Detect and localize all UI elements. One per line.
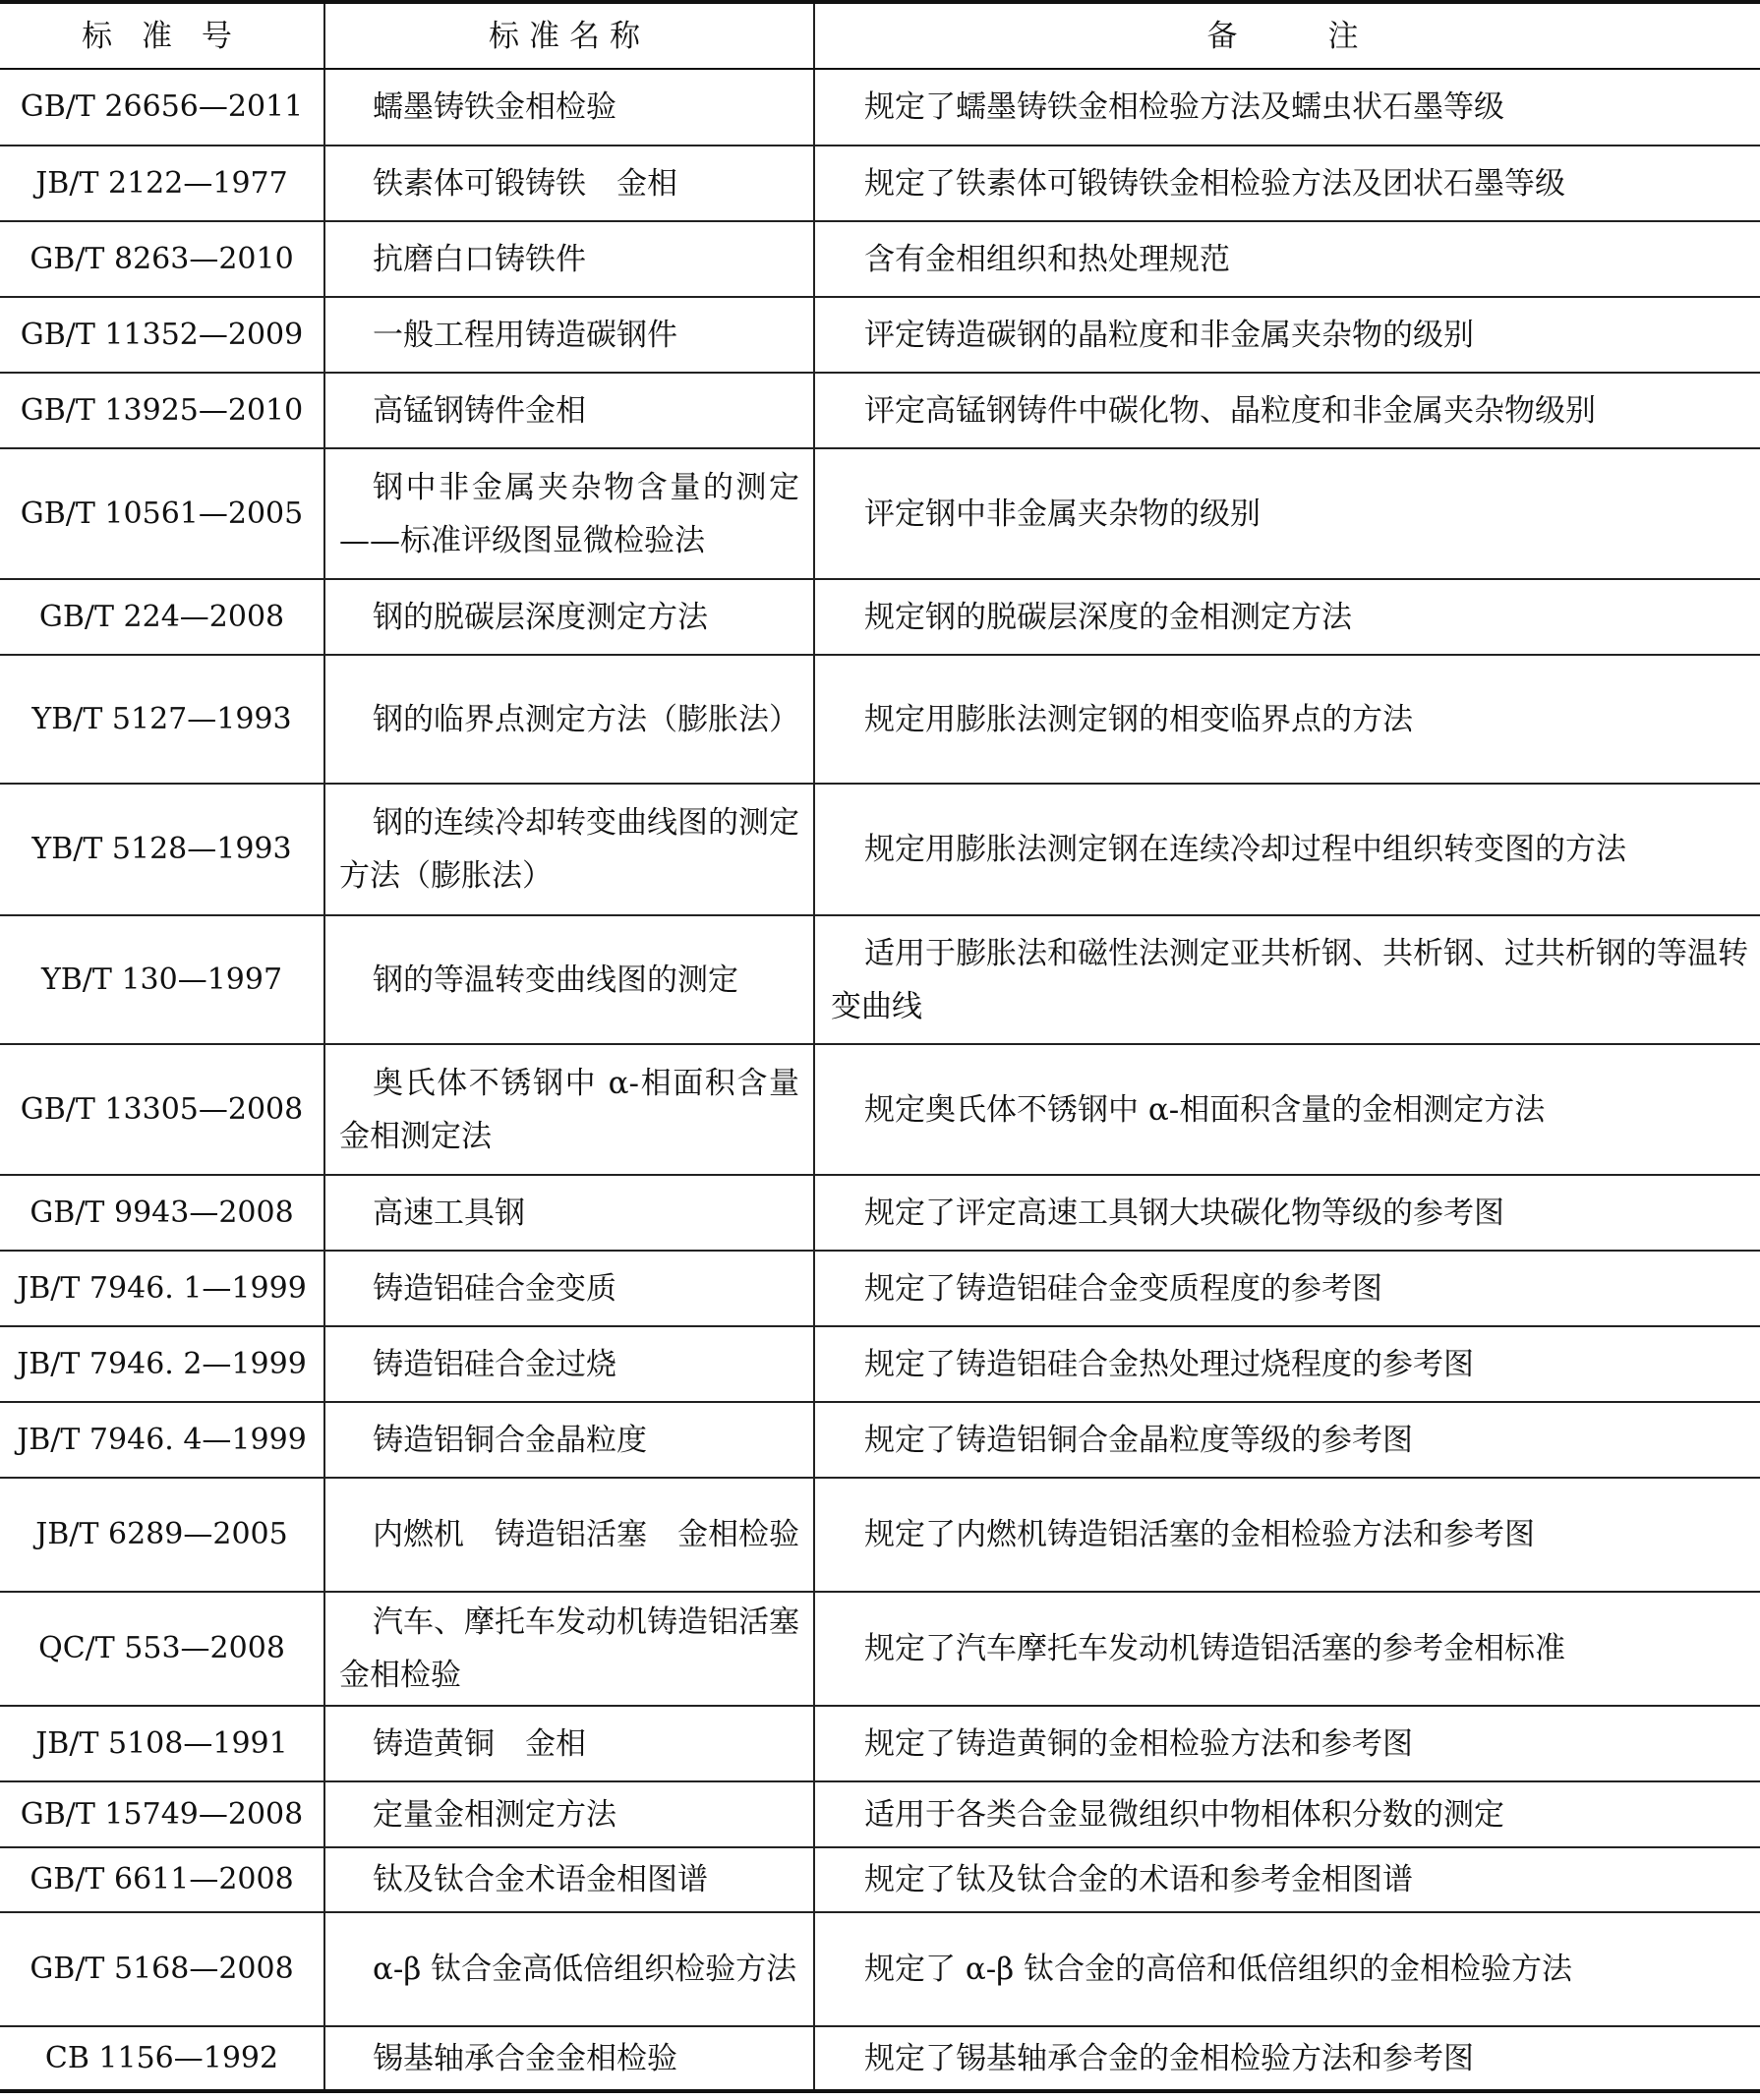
table-row	[0, 655, 1760, 784]
standard-number-cell: GB/T 6611—2008	[0, 1847, 324, 1912]
standard-name-cell: 钢中非金属夹杂物含量的测定——标准评级图显微检验法	[324, 448, 814, 579]
table-row	[0, 69, 1760, 146]
table-row	[0, 1326, 1760, 1402]
remark-cell: 规定了锡基轴承合金的金相检验方法和参考图	[814, 2026, 1760, 2091]
remark-cell: 规定了内燃机铸造铝活塞的金相检验方法和参考图	[814, 1478, 1760, 1592]
remark-cell: 规定了铸造铝硅合金热处理过烧程度的参考图	[814, 1326, 1760, 1402]
standard-name-cell: 铁素体可锻铸铁 金相	[324, 146, 814, 221]
remark-cell: 规定钢的脱碳层深度的金相测定方法	[814, 579, 1760, 655]
standard-number-cell: GB/T 224—2008	[0, 579, 324, 655]
standard-number-cell: QC/T 553—2008	[0, 1592, 324, 1706]
standard-name-cell: 锡基轴承合金金相检验	[324, 2026, 814, 2091]
standard-number-cell: JB/T 5108—1991	[0, 1706, 324, 1781]
standard-name-cell: 定量金相测定方法	[324, 1781, 814, 1847]
remark-cell: 规定了钛及钛合金的术语和参考金相图谱	[814, 1847, 1760, 1912]
standard-name-cell: 钢的连续冷却转变曲线图的测定方法（膨胀法）	[324, 784, 814, 915]
standard-number-cell: GB/T 15749—2008	[0, 1781, 324, 1847]
table-row	[0, 146, 1760, 221]
table-row	[0, 1251, 1760, 1326]
standard-name-cell: 铸造黄铜 金相	[324, 1706, 814, 1781]
remark-cell: 规定用膨胀法测定钢的相变临界点的方法	[814, 655, 1760, 784]
remark-cell: 规定了铸造铝铜合金晶粒度等级的参考图	[814, 1402, 1760, 1478]
table-row	[0, 221, 1760, 297]
remark-cell: 规定了 α-β 钛合金的高倍和低倍组织的金相检验方法	[814, 1912, 1760, 2026]
standard-name-cell: 一般工程用铸造碳钢件	[324, 297, 814, 373]
standard-name-cell: 抗磨白口铸铁件	[324, 221, 814, 297]
standard-number-cell: JB/T 2122—1977	[0, 146, 324, 221]
table-row	[0, 784, 1760, 915]
standard-number-cell: GB/T 5168—2008	[0, 1912, 324, 2026]
table-row	[0, 1781, 1760, 1847]
standard-name-cell: 铸造铝硅合金过烧	[324, 1326, 814, 1402]
standard-number-cell: JB/T 7946. 2—1999	[0, 1326, 324, 1402]
standard-number-cell: GB/T 26656—2011	[0, 69, 324, 146]
table-row	[0, 1478, 1760, 1592]
remark-cell: 规定奥氏体不锈钢中 α-相面积含量的金相测定方法	[814, 1044, 1760, 1175]
table-header	[0, 2, 1760, 69]
table-row	[0, 297, 1760, 373]
table-row	[0, 1592, 1760, 1706]
standard-name-cell: 奥氏体不锈钢中 α-相面积含量金相测定法	[324, 1044, 814, 1175]
standard-number-cell: GB/T 10561—2005	[0, 448, 324, 579]
remark-cell: 评定高锰钢铸件中碳化物、晶粒度和非金属夹杂物级别	[814, 373, 1760, 448]
standard-number-cell: GB/T 9943—2008	[0, 1175, 324, 1251]
standard-name-cell: 高速工具钢	[324, 1175, 814, 1251]
standard-number-cell: YB/T 130—1997	[0, 915, 324, 1044]
table-row	[0, 579, 1760, 655]
remark-cell: 规定了铁素体可锻铸铁金相检验方法及团状石墨等级	[814, 146, 1760, 221]
standard-number-cell: CB 1156—1992	[0, 2026, 324, 2091]
remark-cell: 规定了蠕墨铸铁金相检验方法及蠕虫状石墨等级	[814, 69, 1760, 146]
remark-cell: 规定用膨胀法测定钢在连续冷却过程中组织转变图的方法	[814, 784, 1760, 915]
header-row	[0, 2, 1760, 69]
standard-name-cell: 钢的等温转变曲线图的测定	[324, 915, 814, 1044]
standard-name-cell: 汽车、摩托车发动机铸造铝活塞金相检验	[324, 1592, 814, 1706]
standard-number-cell: YB/T 5128—1993	[0, 784, 324, 915]
table-row	[0, 1706, 1760, 1781]
remark-cell: 规定了汽车摩托车发动机铸造铝活塞的参考金相标准	[814, 1592, 1760, 1706]
remark-cell: 评定铸造碳钢的晶粒度和非金属夹杂物的级别	[814, 297, 1760, 373]
standard-name-cell: 钢的临界点测定方法（膨胀法）	[324, 655, 814, 784]
table-row	[0, 1175, 1760, 1251]
standard-name-cell: α-β 钛合金高低倍组织检验方法	[324, 1912, 814, 2026]
remark-cell: 规定了铸造黄铜的金相检验方法和参考图	[814, 1706, 1760, 1781]
table-row	[0, 1912, 1760, 2026]
standard-name-cell: 铸造铝铜合金晶粒度	[324, 1402, 814, 1478]
remark-cell: 适用于膨胀法和磁性法测定亚共析钢、共析钢、过共析钢的等温转变曲线	[814, 915, 1760, 1044]
standard-name-cell: 钢的脱碳层深度测定方法	[324, 579, 814, 655]
remark-cell: 评定钢中非金属夹杂物的级别	[814, 448, 1760, 579]
standard-number-cell: JB/T 7946. 1—1999	[0, 1251, 324, 1326]
remark-cell: 含有金相组织和热处理规范	[814, 221, 1760, 297]
table-row	[0, 373, 1760, 448]
standard-number-cell: GB/T 13925—2010	[0, 373, 324, 448]
standard-name-cell: 高锰钢铸件金相	[324, 373, 814, 448]
header-remarks: 备 注	[814, 2, 1760, 69]
standard-number-cell: GB/T 11352—2009	[0, 297, 324, 373]
table-body	[0, 69, 1760, 2091]
standard-number-cell: GB/T 8263—2010	[0, 221, 324, 297]
table-row	[0, 915, 1760, 1044]
table-row	[0, 2026, 1760, 2091]
header-standard-number: 标 准 号	[0, 2, 324, 69]
standard-name-cell: 蠕墨铸铁金相检验	[324, 69, 814, 146]
standard-name-cell: 铸造铝硅合金变质	[324, 1251, 814, 1326]
standard-number-cell: JB/T 6289—2005	[0, 1478, 324, 1592]
table-row	[0, 1402, 1760, 1478]
remark-cell: 规定了铸造铝硅合金变质程度的参考图	[814, 1251, 1760, 1326]
standard-number-cell: GB/T 13305—2008	[0, 1044, 324, 1175]
standard-number-cell: YB/T 5127—1993	[0, 655, 324, 784]
standard-number-cell: JB/T 7946. 4—1999	[0, 1402, 324, 1478]
standard-name-cell: 内燃机 铸造铝活塞 金相检验	[324, 1478, 814, 1592]
standard-name-cell: 钛及钛合金术语金相图谱	[324, 1847, 814, 1912]
table-row	[0, 1044, 1760, 1175]
table-row	[0, 448, 1760, 579]
remark-cell: 适用于各类合金显微组织中物相体积分数的测定	[814, 1781, 1760, 1847]
header-standard-name: 标准名称	[324, 2, 814, 69]
remark-cell: 规定了评定高速工具钢大块碳化物等级的参考图	[814, 1175, 1760, 1251]
table-row	[0, 1847, 1760, 1912]
